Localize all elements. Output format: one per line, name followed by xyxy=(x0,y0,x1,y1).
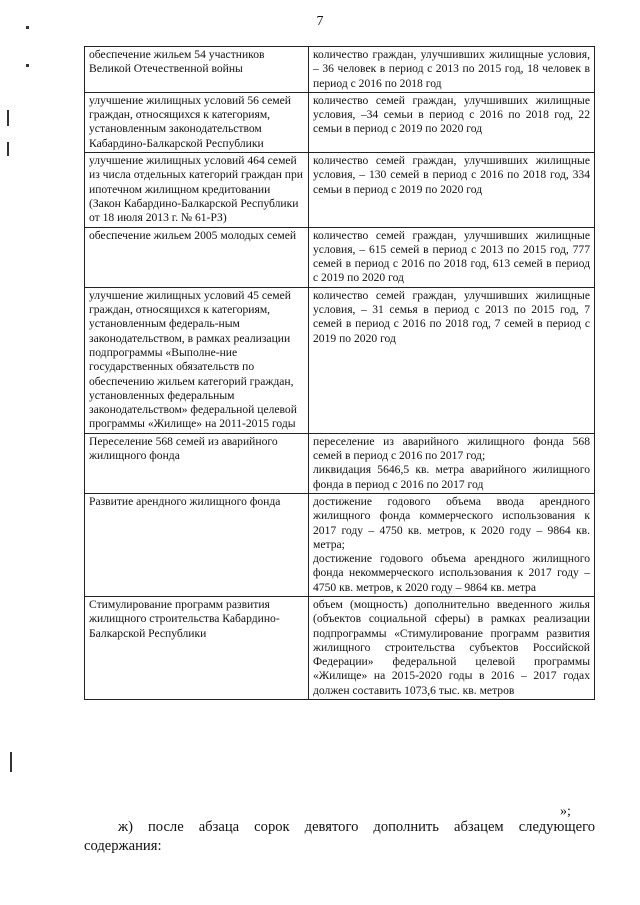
table-row xyxy=(85,227,595,287)
table-row xyxy=(85,433,595,493)
indicator-cell: количество семей граждан, улучшивших жилищные условия, – 130 семей в период с 2016 по 2018 год, 334 семьи в период с 2019 по 2020 год xyxy=(309,153,595,227)
goal-cell: Развитие арендного жилищного фонда xyxy=(85,493,309,596)
goal-cell: Переселение 568 семей из аварийного жилищного фонда xyxy=(85,433,309,493)
margin-mark xyxy=(10,752,12,772)
indicator-cell: количество граждан, улучшивших жилищные условия, – 36 человек в период с 2013 по 2015 год, 18 человек в период с 2016 по 2018 год xyxy=(309,47,595,93)
goal-cell: обеспечение жильем 2005 молодых семей xyxy=(85,227,309,287)
table-row xyxy=(85,153,595,227)
table-row xyxy=(85,47,595,93)
goal-cell: обеспечение жильем 54 участников Великой Отечественной войны xyxy=(85,47,309,93)
body-paragraph xyxy=(84,818,595,856)
indicator-cell: количество семей граждан, улучшивших жилищные условия, – 31 семья в период с 2013 по 2015 год, 7 семей в период с 2016 по 2018 год, 7 семей в период с 2019 по 2020 год xyxy=(309,287,595,433)
goal-cell: улучшение жилищных условий 56 семей граждан, относящихся к категориям, установленным законодательством Кабардино-Балкарской Республики xyxy=(85,92,309,152)
indicator-cell: количество семей граждан, улучшивших жилищные условия, –34 семьи в период с 2016 по 2018 год, 22 семьи в период с 2019 по 2020 год xyxy=(309,92,595,152)
table-row xyxy=(85,493,595,596)
targets-table xyxy=(84,46,595,700)
table-row xyxy=(85,287,595,433)
goal-cell: улучшение жилищных условий 45 семей граждан, относящихся к категориям, установленным федераль-ным законодательством, в рамках реализации подпрограммы «Выполне-ние государственных обязательств по обеспечению жильем категорий граждан, установленных федеральным законодательством» федеральной целевой программы «Жилище» на 2011-2015 годы xyxy=(85,287,309,433)
goal-cell: Стимулирование программ развития жилищного строительства Кабардино-Балкарской Республики xyxy=(85,596,309,699)
paragraph-text: ж) после абзаца сорок девятого дополнить абзацем следующего содержания: xyxy=(84,819,595,854)
indicator-cell: достижение годового объема ввода арендного жилищного фонда коммерческого использования к 2017 году – 4750 кв. метров, к 2020 году – 9864 кв. метра; достижение годового объема арендного жилищного фонда некоммерческого использования к 2017 году – 4750 кв. метров, к 2020 году – 9864 кв. метра xyxy=(309,493,595,596)
indicator-cell: объем (мощность) дополнительно введенного жилья (объектов социальной сферы) в рамках реализации подпрограммы «Стимулирование программ развития жилищного строительства субъектов Российской Федерации» федеральной целевой программы «Жилище» на 2015-2020 годы в 2016 – 2017 годах должен составить 1073,6 тыс. кв. метров xyxy=(309,596,595,699)
table-row xyxy=(85,92,595,152)
margin-mark xyxy=(26,64,29,67)
table-row xyxy=(85,596,595,699)
indicator-cell: количество семей граждан, улучшивших жилищные условия, – 615 семей в период с 2013 по 2015 год, 777 семей в период с 2016 по 2018 год, 613 семей в период с 2019 по 2020 год xyxy=(309,227,595,287)
margin-mark xyxy=(26,26,29,29)
page-number: 7 xyxy=(316,14,324,29)
goal-cell: улучшение жилищных условий 464 семей из числа отдельных категорий граждан при ипотечном жилищном кредитовании (Закон Кабардино-Балкарской Республики от 18 июля 2013 г. № 61-РЗ) xyxy=(85,153,309,227)
margin-mark xyxy=(7,110,9,126)
margin-mark xyxy=(7,142,9,156)
closing-quote-mark: »; xyxy=(560,804,571,819)
indicator-cell: переселение из аварийного жилищного фонда 568 семей в период с 2016 по 2017 год; ликвидация 5646,5 кв. метра аварийного жилищного фонда в период с 2016 по 2017 год xyxy=(309,433,595,493)
